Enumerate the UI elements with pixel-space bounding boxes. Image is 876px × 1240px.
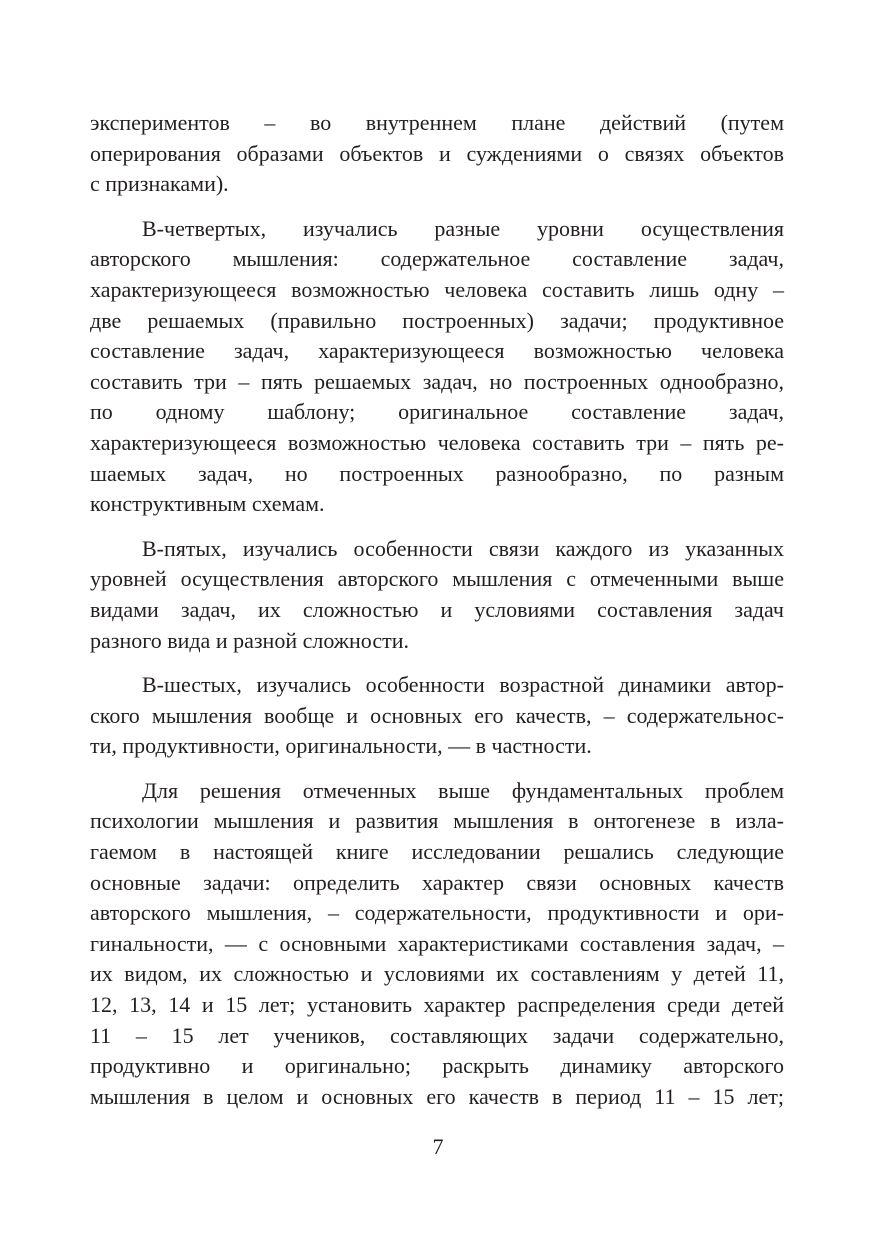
text-line: составить три – пять решаемых задач, но построенных однообразно, [90, 368, 784, 394]
paragraph-1 [90, 108, 784, 200]
text-line: 11 – 15 лет учеников, составляющих задачи содержательно, [90, 1022, 784, 1048]
text-line: видами задач, их сложностью и условиями составления задач [90, 596, 784, 622]
page-number: 7 [432, 1134, 444, 1159]
text-line: по одному шаблону; оригинальное составление задач, [90, 399, 784, 425]
text-line: ского мышления вообще и основных его качеств, – содержательнос- [90, 702, 784, 728]
text-line: составление задач, характеризующееся возможностью человека [90, 338, 784, 364]
text-line: ти, продуктивности, оригинальности, — в частности. [90, 733, 592, 759]
text-line: шаемых задач, но построенных разнообразно, по разным [90, 460, 784, 486]
text-line: 12, 13, 14 и 15 лет; установить характер распределения среди детей [90, 992, 784, 1018]
text-line: уровней осуществления авторского мышления с отмеченными выше [90, 566, 784, 592]
text-line: продуктивно и оригинально; раскрыть динамику авторского [90, 1053, 784, 1079]
text-line: с признаками). [90, 171, 229, 197]
text-line: две решаемых (правильно построенных) задачи; продуктивное [90, 307, 784, 333]
text-line: характеризующееся возможностью человека составить лишь одну – [90, 276, 784, 302]
text-line: авторского мышления: содержательное составление задач, [90, 246, 784, 272]
text-line: В-пятых, изучались особенности связи каждого из указанных [142, 535, 784, 561]
text-line: мышления в целом и основных его качеств в период 11 – 15 лет; [90, 1083, 784, 1109]
paragraph-3 [90, 534, 784, 656]
text-line: экспериментов – во внутреннем плане действий (путем [90, 110, 784, 135]
text-line: гинальности, — с основными характеристиками составления задач, – [90, 930, 784, 956]
text-line: характеризующееся возможностью человека составить три – пять ре- [90, 429, 784, 455]
paragraph-2 [90, 214, 784, 520]
text-line: В-четвертых, изучались разные уровни осуществления [142, 215, 784, 241]
text-line: Для решения отмеченных выше фундаментальных проблем [142, 777, 784, 803]
text-line: их видом, их сложностью и условиями их составлениям у детей 11, [90, 961, 784, 987]
text-line: основные задачи: определить характер связи основных качеств [90, 869, 784, 895]
paragraph-5 [90, 776, 784, 1113]
text-line: конструктивным схемам. [90, 491, 325, 517]
text-line: оперирования образами объектов и суждениями о связях объектов [90, 140, 784, 166]
text-line: авторского мышления, – содержательности, продуктивности и ори- [90, 900, 784, 926]
paragraph-4 [90, 670, 784, 762]
text-line: В-шестых, изучались особенности возрастной динамики автор- [142, 672, 784, 698]
text-line: гаемом в настоящей книге исследовании решались следующие [90, 839, 784, 865]
text-line: разного вида и разной сложности. [90, 627, 409, 653]
text-line: психологии мышления и развития мышления в онтогенезе в изла- [90, 808, 784, 834]
page-body [90, 108, 784, 1126]
